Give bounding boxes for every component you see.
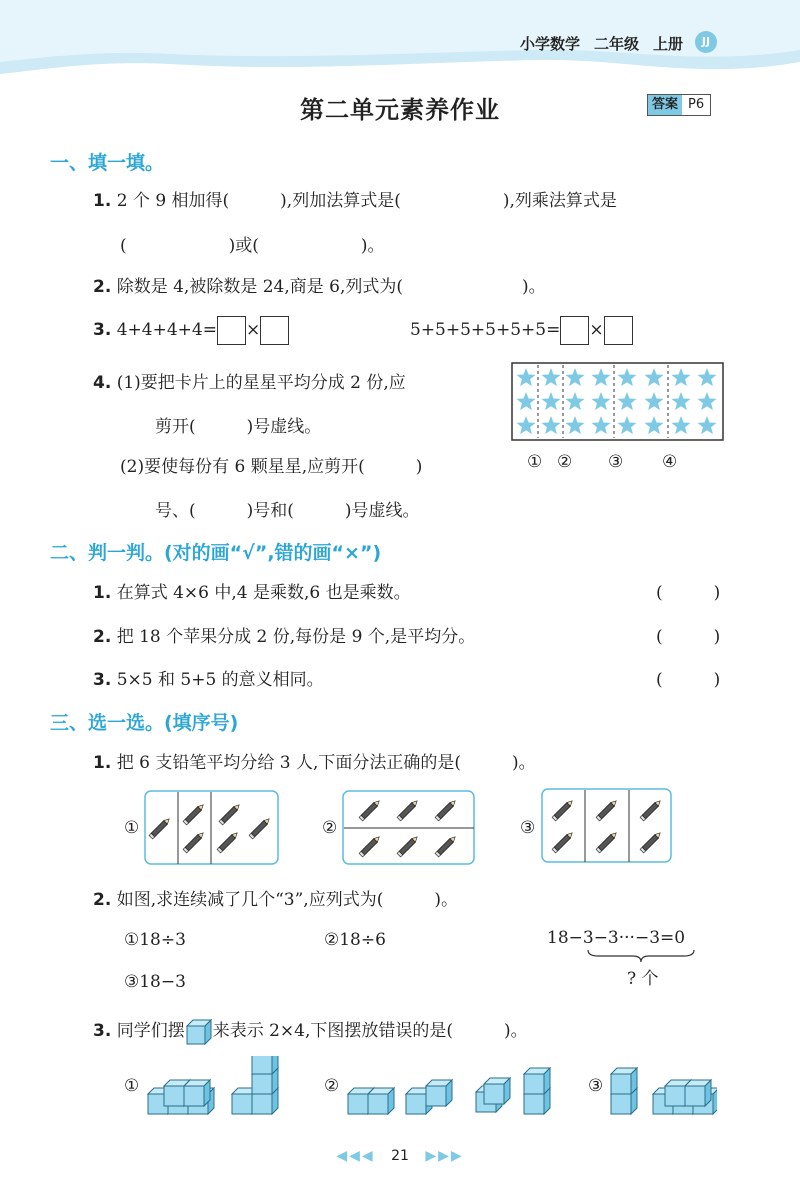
s3-q3-opt3-label[interactable]: ③ xyxy=(588,1076,604,1096)
s3-q1: 1. 把 6 支铅笔平均分给 3 人,下面分法正确的是( )。 xyxy=(93,753,536,773)
s3-q1-opt2-label[interactable]: ② xyxy=(322,818,338,838)
header-volume: 上册 xyxy=(653,35,684,53)
s2-item-1: 1. 在算式 4×6 中,4 是乘数,6 也是乘数。 xyxy=(93,583,411,603)
answer-tag xyxy=(647,94,711,116)
s3-q1-opt3-label[interactable]: ③ xyxy=(520,818,536,838)
s1-q3-left: 3. 4+4+4+4= × xyxy=(93,316,289,345)
cube xyxy=(184,1080,210,1106)
header-grade: 二年级 xyxy=(594,35,640,53)
answer-box[interactable] xyxy=(604,316,633,345)
cube-option-3 xyxy=(607,1056,717,1118)
star-card xyxy=(511,362,725,442)
answer-page: P6 xyxy=(688,97,705,112)
s3-q1-opt1-label[interactable]: ① xyxy=(124,818,140,838)
s1-q3-right: 5+5+5+5+5+5= × xyxy=(410,316,633,345)
header-subject: 小学数学 xyxy=(520,35,581,53)
header-subject-line xyxy=(520,33,683,54)
answer-box[interactable] xyxy=(217,316,246,345)
cube xyxy=(252,1056,278,1074)
cube xyxy=(368,1088,394,1114)
right-arrows-icon: ▶▶▶ xyxy=(425,1148,464,1164)
s1-q4-line2: 剪开( )号虚线。 xyxy=(155,417,322,437)
cut-label-3: ③ xyxy=(608,452,624,472)
answer-box[interactable] xyxy=(260,316,289,345)
s3-q3: 3. 同学们摆 来表示 2×4,下图摆放错误的是( )。 xyxy=(93,1016,528,1046)
cube-option-1 xyxy=(144,1056,294,1118)
s1-q1-line2: ( )或( )。 xyxy=(120,236,385,256)
answer-label: 答案 xyxy=(648,95,682,115)
page-title: 第二单元素养作业 xyxy=(300,96,500,124)
s3-q2-opt1[interactable]: ①18÷3 xyxy=(124,930,186,950)
cube xyxy=(611,1068,637,1094)
s3-q2: 2. 如图,求连续减了几个“3”,应列式为( )。 xyxy=(93,890,458,910)
s3-q3-opt1-label[interactable]: ① xyxy=(124,1076,140,1096)
cube xyxy=(524,1068,550,1094)
pencil-option-2 xyxy=(342,790,476,866)
edition-badge: JJ xyxy=(695,31,717,53)
s3-q3-opt2-label[interactable]: ② xyxy=(324,1076,340,1096)
left-arrows-icon: ◀◀◀ xyxy=(336,1148,375,1164)
cut-label-2: ② xyxy=(557,452,573,472)
cube xyxy=(187,1020,211,1044)
underbrace xyxy=(586,948,696,964)
answer-box[interactable] xyxy=(560,316,589,345)
s2-paren-2[interactable]: ( ) xyxy=(656,627,721,647)
s2-item-3: 3. 5×5 和 5+5 的意义相同。 xyxy=(93,670,324,690)
cube xyxy=(685,1080,711,1106)
s1-q4-line1: 4. (1)要把卡片上的星星平均分成 2 份,应 xyxy=(93,373,406,393)
s1-q2: 2. 除数是 4,被除数是 24,商是 6,列式为( )。 xyxy=(93,277,546,297)
page-number: 21 xyxy=(391,1148,409,1164)
section2-title: 二、判一判。(对的画“√”,错的画“×”) xyxy=(50,542,382,564)
cut-label-4: ④ xyxy=(662,452,678,472)
page-footer xyxy=(0,1148,800,1164)
s3-q2-opt2[interactable]: ②18÷6 xyxy=(324,930,386,950)
cube xyxy=(426,1080,452,1106)
pencil-option-1 xyxy=(144,790,280,866)
s2-paren-3[interactable]: ( ) xyxy=(656,670,721,690)
s1-q4-line3: (2)要使每份有 6 颗星星,应剪开( ) xyxy=(120,457,423,477)
s3-q2-opt3[interactable]: ③18−3 xyxy=(124,972,186,992)
s2-item-2: 2. 把 18 个苹果分成 2 份,每份是 9 个,是平均分。 xyxy=(93,627,476,647)
cube xyxy=(484,1078,510,1104)
subtraction-equation: 18−3−3···−3=0 xyxy=(547,928,686,948)
cube-option-2 xyxy=(344,1056,564,1118)
brace-label: ? 个 xyxy=(627,969,659,989)
s2-paren-1[interactable]: ( ) xyxy=(656,583,721,603)
s1-q4-line4: 号、( )号和( )号虚线。 xyxy=(155,501,420,521)
cube-icon xyxy=(185,1018,213,1046)
s1-q1-line1: 1. 2 个 9 相加得( ),列加法算式是( ),列乘法算式是 xyxy=(93,191,617,211)
section1-title: 一、填一填。 xyxy=(50,152,165,174)
cut-label-1: ① xyxy=(527,452,543,472)
pencil-option-3 xyxy=(541,788,673,864)
section3-title: 三、选一选。(填序号) xyxy=(50,712,239,734)
